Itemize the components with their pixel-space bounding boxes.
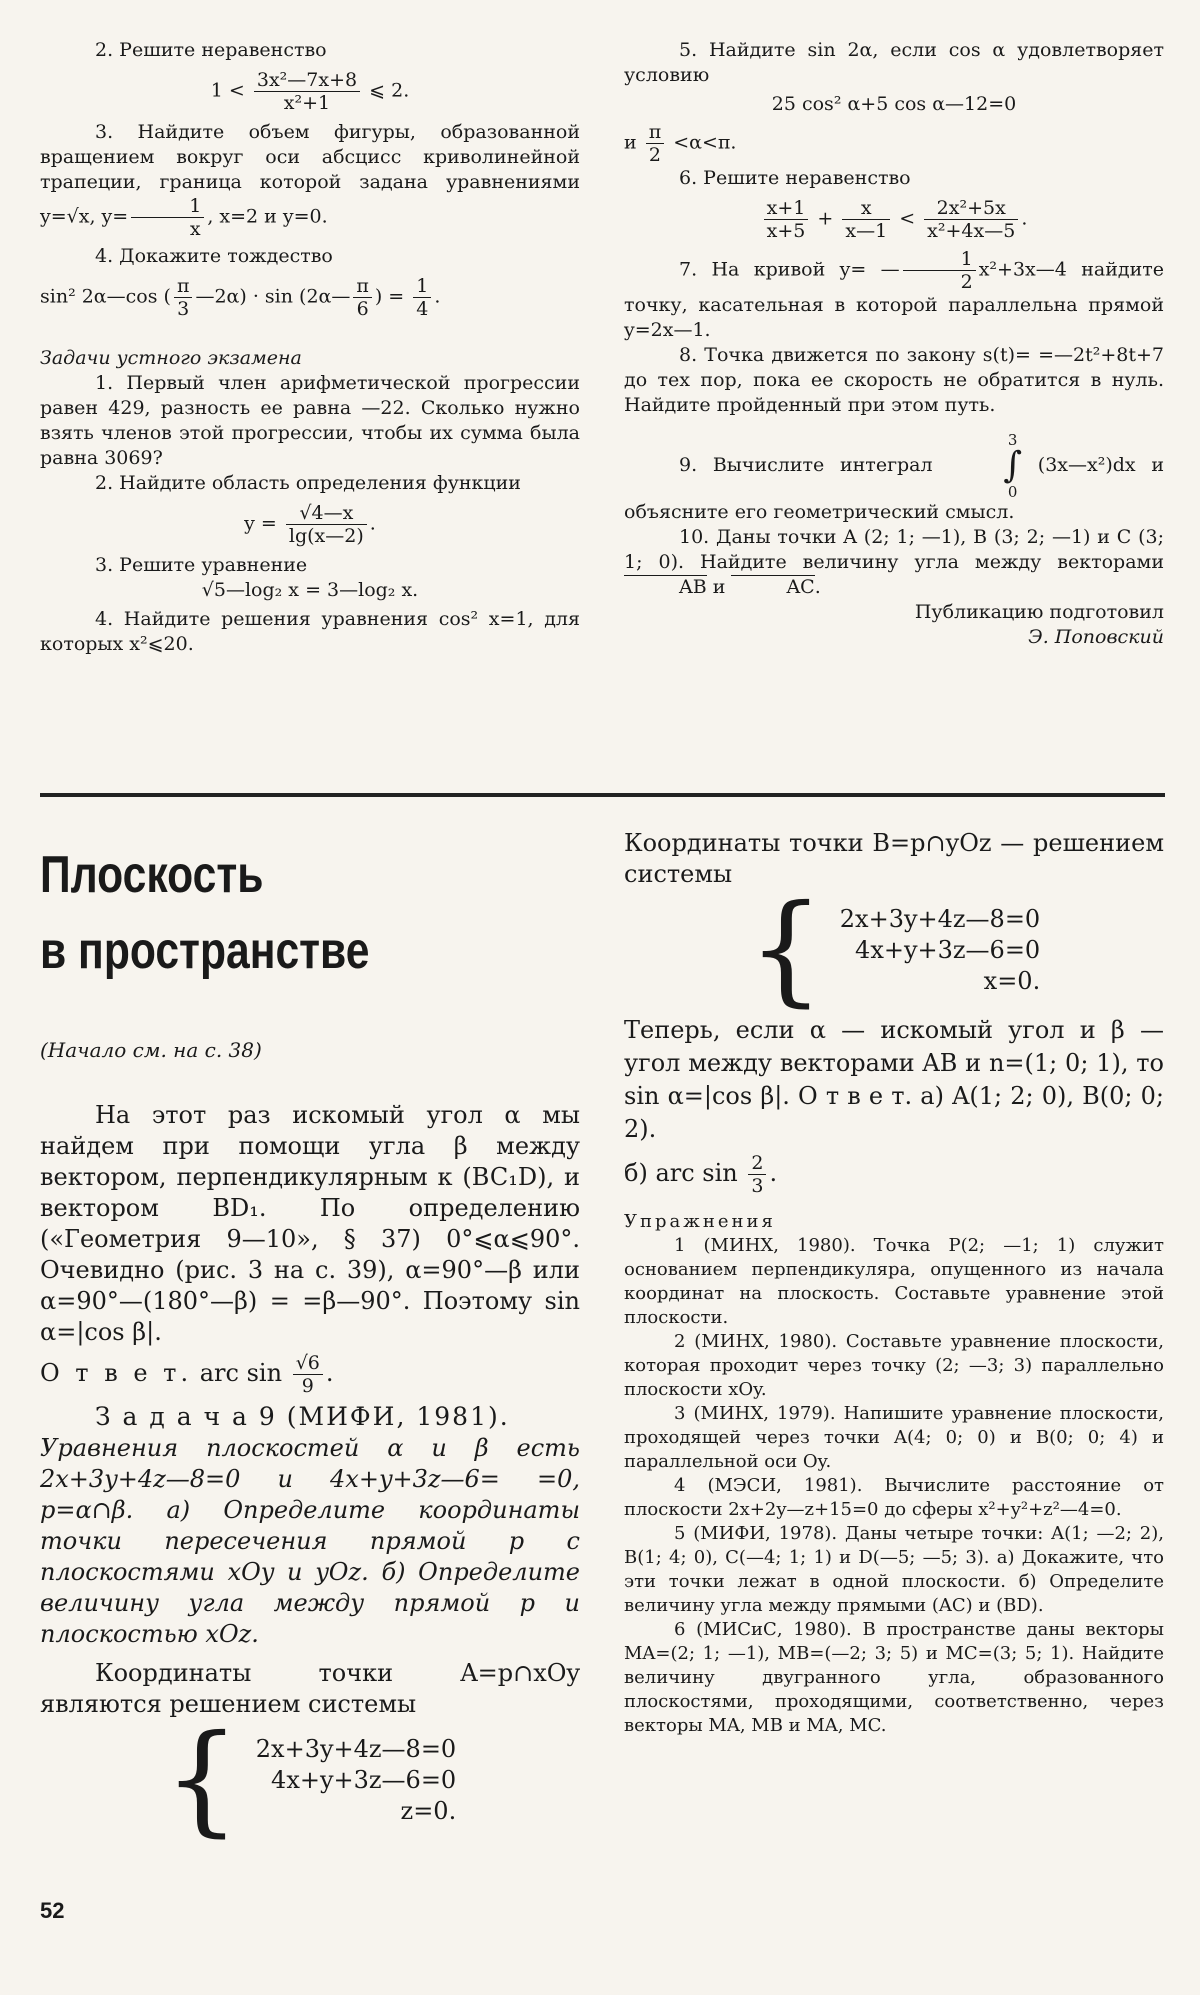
continuation-note: (Начало см. на с. 38): [40, 1038, 262, 1062]
section-divider: [40, 793, 1165, 797]
lower-left-column: [40, 840, 580, 1849]
article-title-line-2: в пространстве: [40, 922, 370, 980]
oral-problem-3-formula: √5—log₂ x = 3—log₂ x.: [201, 579, 419, 601]
problem-8: 8. Точка движется по закону s(t)= =—2t²+8t+7 до тех пор, пока ее скорость не обратится в нуль. Найдите пройденный при этом путь.: [624, 344, 1164, 416]
exercises-heading: Упражнения: [624, 1211, 776, 1232]
article-title-line-1: Плоскость: [40, 846, 264, 904]
oral-problem-3: 3. Решите уравнение: [95, 554, 308, 576]
problem-2-title: 2. Решите неравенство: [95, 39, 327, 61]
problem-2-formula: 1 < $\frac{\text{3x²—7x+8}}{\text{x²+1}}$ ⩽ 2.: [210, 69, 410, 114]
coord-B-text: Координаты точки B=p∩yOz — решением системы: [624, 829, 1164, 888]
answer-b-line: б) arc sin $\frac{2}{3}$ .: [624, 1152, 778, 1197]
problem-5-condition: и $\frac{\pi}{2}$ <α<π.: [624, 121, 737, 166]
problem-3: 3. Найдите объем фигуры, образованной вращением вокруг оси абсцисс криволинейной трапеции, граница которой задана уравнениями y=√x, y= $\frac{1}{x}$ , x=2 и y=0.: [40, 121, 580, 240]
credit-author: Э. Поповский: [1028, 626, 1164, 648]
problem-10: 10. Даны точки A (2; 1; —1), B (3; 2; —1) и C (3; 1; 0). Найдите величину угла между векторами AB и AC.: [624, 526, 1164, 598]
upper-left-column: [40, 38, 580, 657]
problem-7: 7. На кривой y= — $\frac{1}{2}$ x²+3x—4 найдите точку, касательная в которой параллельна прямой y=2x—1.: [624, 248, 1164, 341]
problem-5: 5. Найдите sin 2α, если cos α удовлетворяет условию: [624, 39, 1164, 86]
page-number: 52: [40, 1898, 65, 1923]
task-9-statement: Уравнения плоскостей α и β есть 2x+3y+4z—8=0 и 4x+y+3z—6= =0, p=α∩β. а) Определите координаты точки пересечения прямой p с плоскостями xOy и yOz. б) Определите величину угла между прямой p и плоскостью xOz.: [40, 1434, 580, 1648]
task-9-label: З а д а ч а 9 (МИФИ, 1981).: [95, 1402, 510, 1431]
credit-line: Публикацию подготовил: [914, 601, 1164, 623]
upper-right-column: [624, 38, 1164, 650]
problem-6: 6. Решите неравенство: [679, 167, 911, 189]
exercise-1: 1 (МИНХ, 1980). Точка P(2; —1; 1) служит основанием перпендикуляра, опущенного из начала координат на плоскость. Составьте уравнение этой плоскости.: [624, 1235, 1164, 1328]
exercise-4: 4 (МЭСИ, 1981). Вычислите расстояние от плоскости 2x+2y—z+15=0 до сферы x²+y²+z²—4=0.: [624, 1475, 1164, 1520]
answer-line: О т в е т. arc sin $\frac{√6}{9}$ .: [40, 1352, 334, 1397]
oral-problem-1: 1. Первый член арифметической прогрессии равен 429, разность ее равна —22. Сколько нужно взять членов этой прогрессии, чтобы их сумма была равна 3069?: [40, 372, 580, 469]
exercise-6: 6 (МИСиС, 1980). В пространстве даны векторы MA=(2; 1; —1), MB=(—2; 3; 5) и MC=(3; 5; 1). Найдите величину двугранного угла, образованного плоскостями, проходящими, соответственно, через векторы MA, MB и MA, MC.: [624, 1619, 1164, 1736]
oral-problem-4: 4. Найдите решения уравнения cos² x=1, для которых x²⩽20.: [40, 608, 580, 655]
oral-problem-2-formula: y = $\frac{√4—x}{\lg(x—2)}$ .: [244, 502, 376, 547]
problem-4-title: 4. Докажите тождество: [95, 245, 333, 267]
problem-9: 9. Вычислите интеграл 3 ∫ 0 (3x—x²)dx и объясните его геометрический смысл.: [624, 431, 1165, 523]
coord-A-text: Координаты точки A=p∩xOy являются решением системы: [40, 1659, 580, 1718]
system-B: { 2x+3y+4z—8=0 4x+y+3z—6=0 x=0.: [747, 880, 1041, 1019]
problem-5-formula: 25 cos² α+5 cos α—12=0: [771, 93, 1017, 115]
problem-6-formula: $\frac{x+1}{x+5}$ + $\frac{x}{x—1}$ < $\frac{\text{2x²+5x}}{\text{x²+4x—5}}$ .: [624, 197, 1164, 242]
exercise-3: 3 (МИНХ, 1979). Напишите уравнение плоскости, проходящей через точки A(4; 0; 0) и B(0; 0; 4) и параллельной оси Oy.: [624, 1403, 1164, 1472]
angle-paragraph: Теперь, если α — искомый угол и β — угол между векторами AB и n=(1; 0; 1), то sin α=|cos β|. О т в е т. а) A(1; 2; 0), B(0; 0; 2).: [624, 1016, 1164, 1143]
system-A: { 2x+3y+4z—8=0 4x+y+3z—6=0 z=0.: [163, 1710, 457, 1849]
problem-4-formula: sin² 2α—cos ( $\frac{\pi}{3}$ —2α) · sin (2α— $\frac{\pi}{6}$ ) = $\frac{1}{4}$ .: [40, 275, 441, 320]
exercise-2: 2 (МИНХ, 1980). Составьте уравнение плоскости, которая проходит через точку (2; —3; 3) параллельно плоскости xOy.: [624, 1331, 1164, 1400]
intro-paragraph: На этот раз искомый угол α мы найдем при помощи угла β между вектором, перпендикулярным к (BC₁D), и вектором BD₁. По определению («Геометрия 9—10», § 37) 0°⩽α⩽90°. Очевидно (рис. 3 на с. 39), α=90°—β или α=90°—(180°—β) = =β—90°. Поэтому sin α=|cos β|.: [40, 1101, 580, 1346]
oral-problem-2: 2. Найдите область определения функции: [95, 472, 521, 494]
exercise-5: 5 (МИФИ, 1978). Даны четыре точки: A(1; —2; 2), B(1; 4; 0), C(—4; 1; 1) и D(—5; —5; 3). а) Докажите, что эти точки лежат в одной плоскости. б) Определите величину угла между прямыми (AC) и (BD).: [624, 1523, 1164, 1616]
oral-exam-heading: Задачи устного экзамена: [40, 347, 302, 369]
lower-right-column: [624, 828, 1164, 1738]
